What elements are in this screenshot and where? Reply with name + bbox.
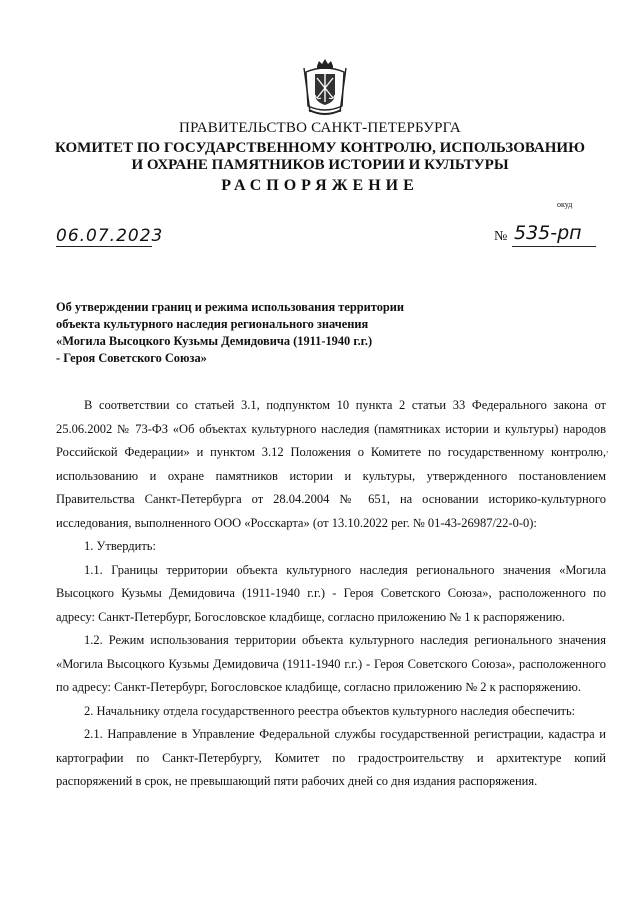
subject-line: Об утверждении границ и режима использования территории	[56, 300, 405, 314]
committee-name-line2: И ОХРАНЕ ПАМЯТНИКОВ ИСТОРИИ И КУЛЬТУРЫ	[131, 157, 509, 173]
subject-line: объекта культурного наследия регионального значения	[56, 317, 369, 331]
date-underline	[56, 246, 152, 247]
subject-line: - Героя Советского Союза»	[56, 351, 207, 365]
clause-1-1: 1.1. Границы территории объекта культурного наследия регионального значения «Могила Высоцкого Кузьмы Демидовича (1911-1940 г.г.) - Героя Советского Союза», расположенного по адресу: Санкт-Петербург, Богословское кладбище, согласно приложению № 1 к распоряжению.	[56, 562, 606, 624]
scan-mark: ,	[606, 444, 609, 455]
clause-1: 1. Утвердить:	[84, 539, 156, 553]
government-name: ПРАВИТЕЛЬСТВО САНКТ-ПЕТЕРБУРГА	[179, 120, 461, 136]
coat-of-arms-emblem	[300, 58, 350, 118]
committee-name-line1: КОМИТЕТ ПО ГОСУДАРСТВЕННОМУ КОНТРОЛЮ, ИСПОЛЬЗОВАНИЮ	[55, 140, 585, 156]
subject-line: «Могила Высоцкого Кузьмы Демидовича (1911-1940 г.г.)	[56, 334, 373, 348]
clause-2: 2. Начальнику отдела государственного реестра объектов культурного наследия обеспечить:	[84, 703, 576, 718]
preamble-paragraph: В соответствии со статьей 3.1, подпунктом 10 пункта 2 статьи 33 Федерального закона от 25.06.2002 № 73-ФЗ «Об объектах культурного наследия (памятниках истории и культуры) народов Российской Федерации» и пунктом 3.12 Положения о Комитете по государственному контролю, использованию и охране памятников истории и культуры, утвержденного постановлением Правительства Санкт-Петербурга от 28.04.2004 № 651, на основании историко-культурного исследования, выполненного ООО «Росскарта» (от 13.10.2022 рег. № 01-43-26987/22-0-0):	[56, 398, 606, 530]
clause-2-1: 2.1. Направление в Управление Федеральной службы государственной регистрации, кадастра и картографии по Санкт-Петербургу, Комитет по градостроительству и архитектуре копий распоряжений в срок, не превышающий пяти рабочих дней со дня издания распоряжения.	[56, 727, 606, 788]
clause-1-2: 1.2. Режим использования территории объекта культурного наследия регионального значения «Могила Высоцкого Кузьмы Демидовича (1911-1940 г.г.) - Героя Советского Союза», расположенного по адресу: Санкт-Петербург, Богословское кладбище, согласно приложению № 2 к распоряжению.	[56, 633, 606, 694]
number-underline	[512, 246, 596, 247]
document-date: 06.07.2023	[56, 226, 164, 246]
document-type-title: РАСПОРЯЖЕНИЕ	[221, 177, 419, 194]
okud-label: окуд	[557, 200, 573, 209]
document-number: 535-рп	[514, 222, 582, 244]
document-body	[56, 394, 606, 794]
document-subject	[56, 299, 404, 367]
number-sign: №	[494, 229, 508, 244]
